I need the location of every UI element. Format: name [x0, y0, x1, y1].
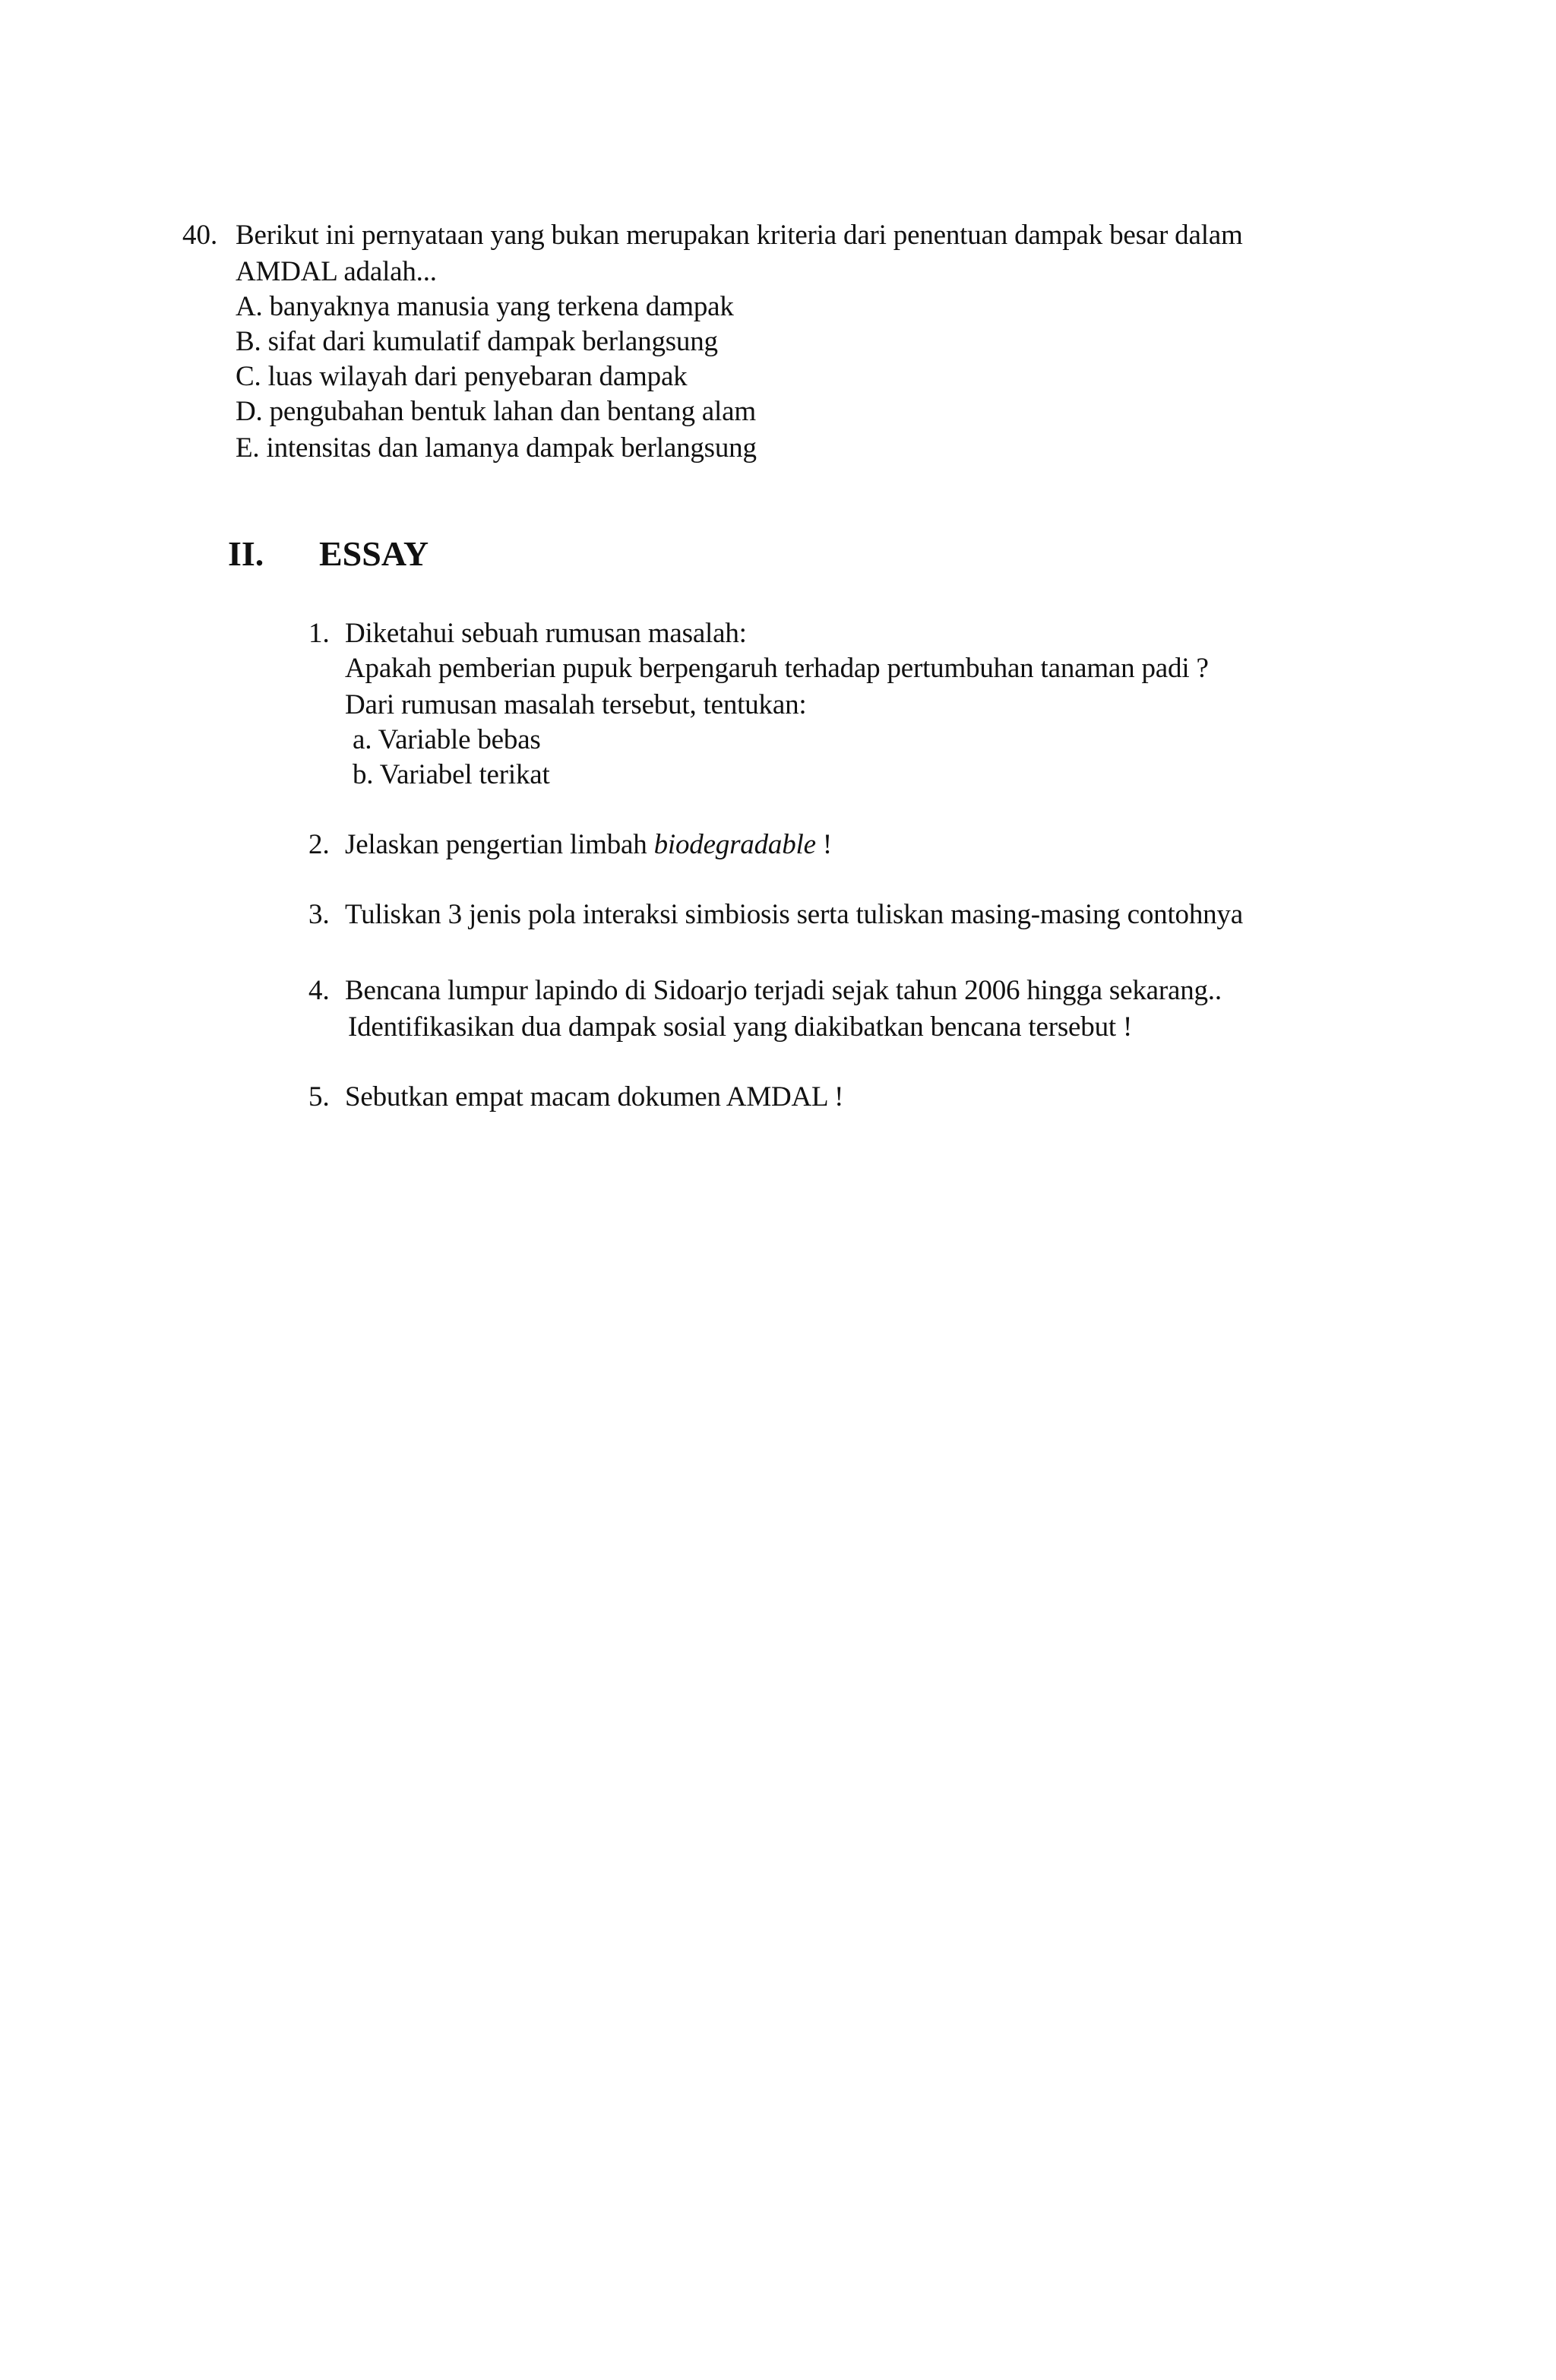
essay-text: Identifikasikan dua dampak sosial yang diakibatkan bencana tersebut !: [348, 1011, 1133, 1043]
section-number: II.: [228, 534, 264, 573]
essay-text: Diketahui sebuah rumusan masalah:: [345, 618, 747, 649]
essay-text: Tuliskan 3 jenis pola interaksi simbiosis serta tuliskan masing-masing contohnya: [345, 899, 1243, 930]
option-b: B. sifat dari kumulatif dampak berlangsung: [236, 326, 718, 357]
essay-text: Sebutkan empat macam dokumen AMDAL !: [345, 1081, 844, 1112]
essay-text: Dari rumusan masalah tersebut, tentukan:: [345, 689, 807, 720]
question-number: 40.: [182, 220, 218, 251]
essay-subitem-b: b. Variabel terikat: [353, 759, 550, 790]
essay-number: 4.: [308, 975, 330, 1006]
option-a: A. banyaknya manusia yang terkena dampak: [236, 291, 734, 322]
italic-term: biodegradable: [653, 829, 816, 860]
essay-number: 2.: [308, 829, 330, 860]
question-stem: Berikut ini pernyataan yang bukan merupakan kriteria dari penentuan dampak besar dalam: [236, 220, 1243, 251]
essay-text: [345, 828, 832, 862]
essay-text-part: Jelaskan pengertian limbah: [345, 829, 654, 860]
option-d: D. pengubahan bentuk lahan dan bentang alam: [236, 396, 756, 427]
question-stem-continued: AMDAL adalah...: [236, 256, 437, 287]
essay-number: 3.: [308, 899, 330, 930]
section-title: ESSAY: [319, 534, 429, 573]
essay-number: 1.: [308, 618, 330, 649]
essay-number: 5.: [308, 1081, 330, 1112]
option-e: E. intensitas dan lamanya dampak berlangsung: [236, 432, 757, 464]
option-c: C. luas wilayah dari penyebaran dampak: [236, 361, 688, 392]
essay-text: Bencana lumpur lapindo di Sidoarjo terjadi sejak tahun 2006 hingga sekarang..: [345, 975, 1222, 1006]
essay-subitem-a: a. Variable bebas: [353, 724, 541, 755]
essay-text: Apakah pemberian pupuk berpengaruh terhadap pertumbuhan tanaman padi ?: [345, 653, 1209, 684]
essay-text-part: !: [815, 829, 832, 860]
